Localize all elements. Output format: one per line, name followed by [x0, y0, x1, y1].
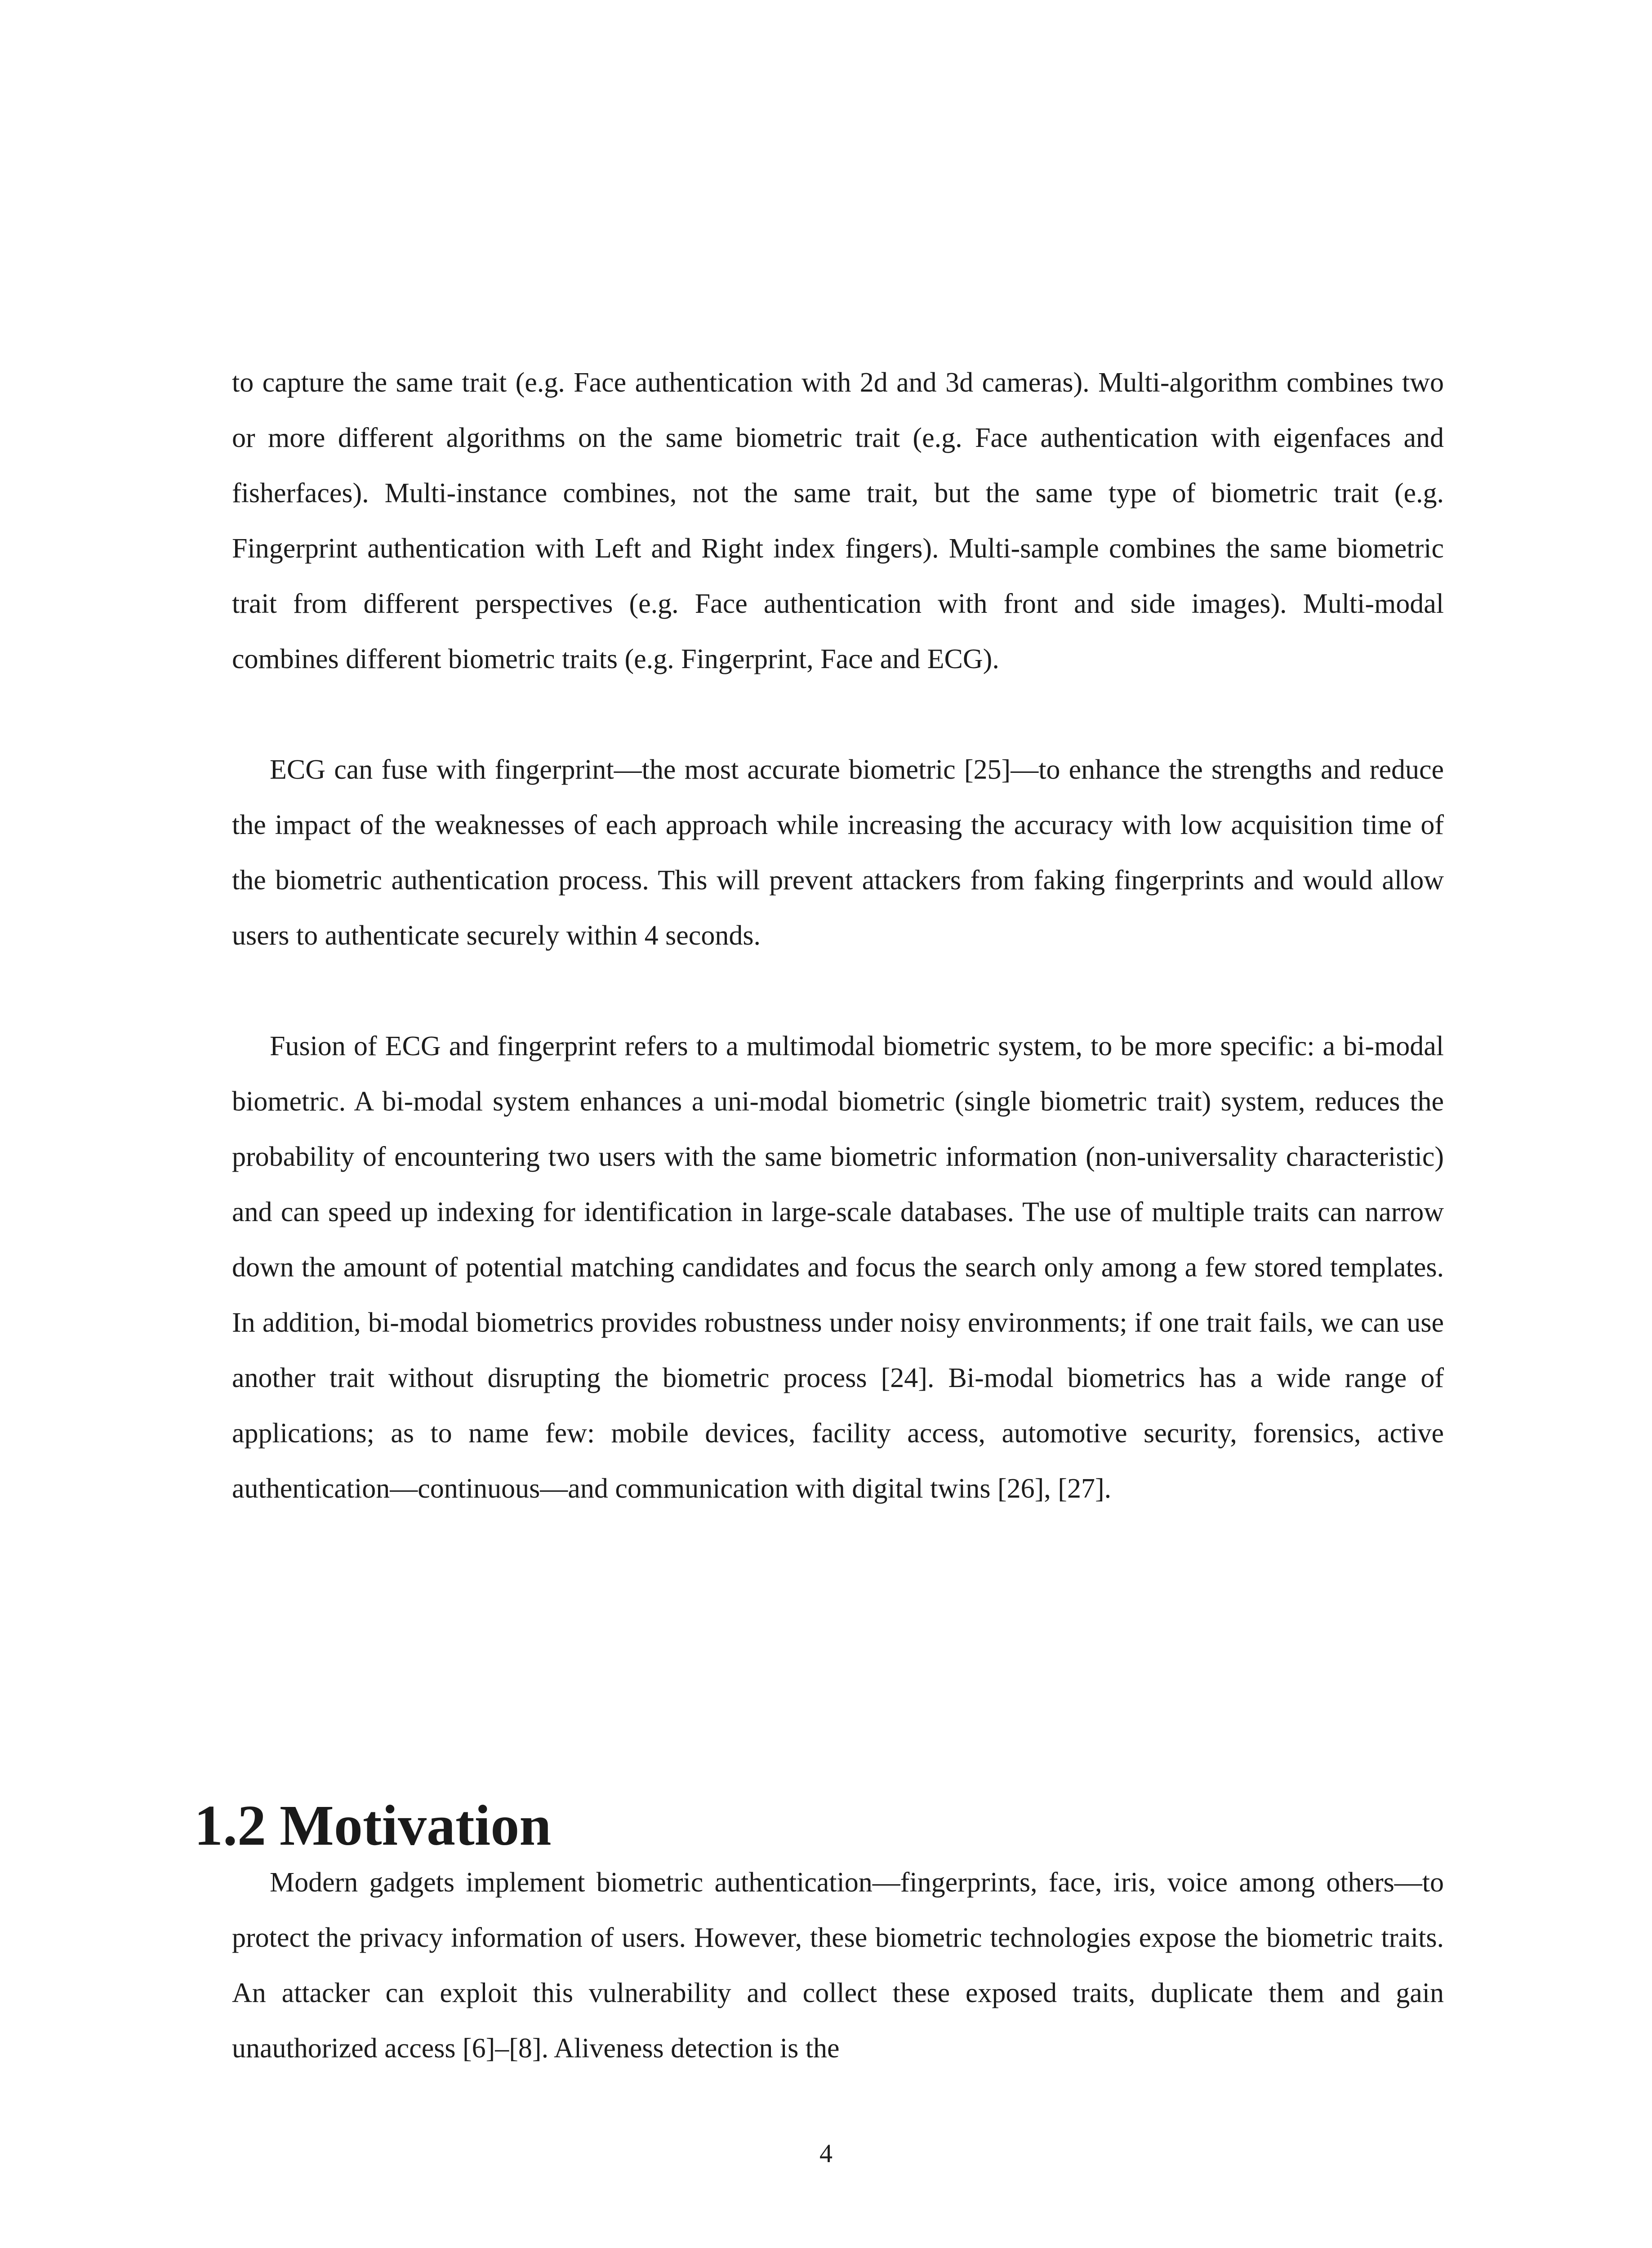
paragraph-gap — [232, 687, 1444, 742]
section-number: 1.2 — [194, 1793, 266, 1857]
page-number: 4 — [819, 2139, 833, 2168]
section-title: Motivation — [280, 1793, 552, 1857]
paragraph-gap — [232, 963, 1444, 1019]
paragraph-ecg-fingerprint-fusion: ECG can fuse with fingerprint—the most accurate biometric [25]—to enhance the strengths and reduce the impact of the weaknesses of each approach while increasing the accuracy with low acquisition time of the biometric authentication process. This will prevent attackers from faking fingerprints and would allow users to authenticate securely within 4 seconds. — [232, 754, 1444, 951]
paragraph-bimodal-biometric: Fusion of ECG and fingerprint refers to a multimodal biometric system, to be more specific: a bi-modal biometric. A bi-modal system enhances a uni-modal biometric (single biometric trait) system, reduces the probability of encountering two users with the same biometric information (non-universality characteristic) and can speed up indexing for identification in large-scale databases. The use of multiple traits can narrow down the amount of potential matching candidates and focus the search only among a few stored templates. In addition, bi-modal biometrics provides robustness under noisy environments; if one trait fails, we can use another trait without disrupting the biometric process [24]. Bi-modal biometrics has a wide range of applications; as to name few: mobile devices, facility access, automotive security, forensics, active authentication—continuous—and communication with digital twins [26], [27]. — [232, 1031, 1444, 1504]
section-body — [232, 1855, 1444, 2076]
paragraph-motivation: Modern gadgets implement biometric authentication—fingerprints, face, iris, voice among others—to protect the privacy information of users. However, these biometric technologies expose the biometric traits. An attacker can exploit this vulnerability and collect these exposed traits, duplicate them and gain unauthorized access [6]–[8]. Aliveness detection is the — [232, 1867, 1444, 2064]
body-text — [232, 355, 1444, 1517]
section-heading — [194, 1792, 551, 1859]
paragraph-multibiometric-types: to capture the same trait (e.g. Face authentication with 2d and 3d cameras). Multi-algorithm combines two or more different algorithms on the same biometric trait (e.g. Face authentication with eigenfaces and fisherfaces). Multi-instance combines, not the same trait, but the same type of biometric trait (e.g. Fingerprint authentication with Left and Right index fingers). Multi-sample combines the same biometric trait from different perspectives (e.g. Face authentication with front and side images). Multi-modal combines different biometric traits (e.g. Fingerprint, Face and ECG). — [232, 367, 1444, 674]
